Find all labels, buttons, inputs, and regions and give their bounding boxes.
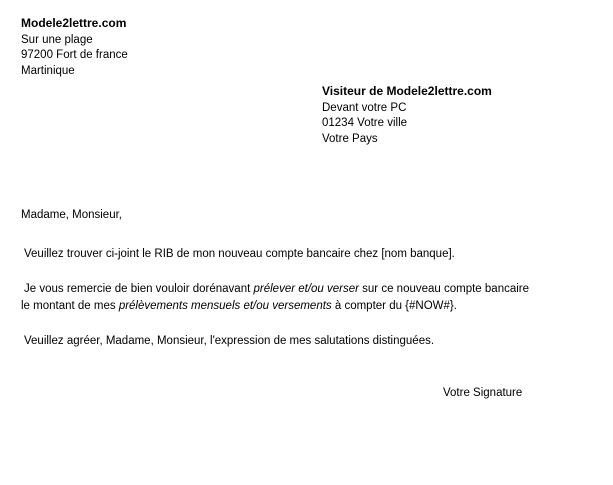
letter-salutation: Madame, Monsieur, — [21, 209, 122, 221]
sender-address-line-3: Martinique — [21, 64, 75, 77]
paragraph-2-part-1: Je vous remercie de bien vouloir dorénavant — [24, 283, 254, 295]
letter-paragraph-1: Veuillez trouver ci-joint le RIB de mon nouveau compte bancaire chez [nom banque]. — [24, 248, 455, 260]
letter-paragraph-3: Veuillez agréer, Madame, Monsieur, l'expression de mes salutations distinguées. — [24, 335, 435, 347]
sender-address-line-2: 97200 Fort de france — [21, 49, 128, 61]
recipient-address-line-1: Devant votre PC — [322, 101, 407, 114]
sender-company-name: Modele2lettre.com — [21, 16, 127, 30]
paragraph-2-part-2: sur ce nouveau compte bancaire le montant de mes — [21, 283, 530, 312]
signature-line: Votre Signature — [443, 387, 523, 399]
paragraph-2-emphasis-2: prélèvements mensuels et/ou versements — [118, 300, 332, 312]
sender-address-line-1: Sur une plage — [21, 33, 93, 46]
recipient-company-name: Visiteur de Modele2lettre.com — [322, 84, 492, 98]
paragraph-2-part-3: à compter du {#NOW#}. — [331, 300, 457, 312]
letter-body — [21, 207, 541, 350]
recipient-address-line-3: Votre Pays — [322, 132, 378, 145]
recipient-address-line-2: 01234 Votre ville — [322, 117, 408, 129]
letter-paragraph-2 — [21, 281, 541, 315]
paragraph-2-emphasis-1: prélever et/ou verser — [253, 283, 359, 295]
recipient-address-block — [322, 84, 492, 147]
sender-address-block — [21, 16, 128, 79]
